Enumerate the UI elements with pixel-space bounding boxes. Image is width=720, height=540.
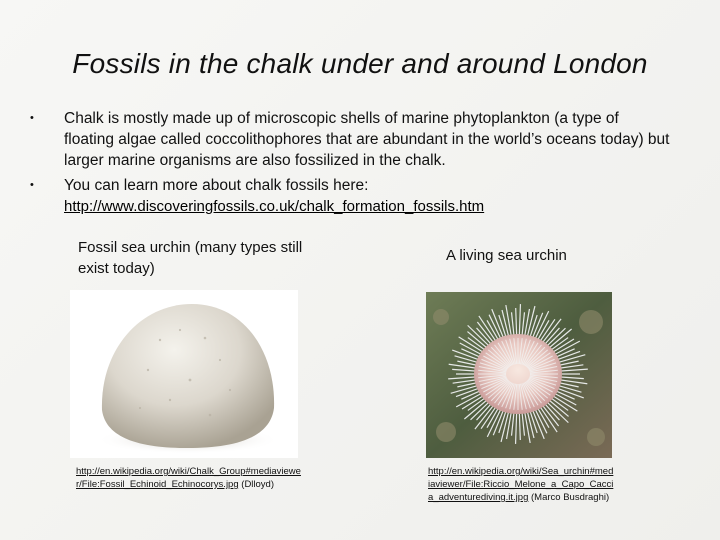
fossil-urchin-caption: Fossil sea urchin (many types still exist today) — [78, 239, 303, 277]
fossil-image-author: (Dlloyd) — [241, 479, 275, 490]
bullet-text: You can learn more about chalk fossils here: — [64, 177, 369, 194]
living-urchin-illustration — [426, 292, 612, 458]
living-urchin-image-credit — [428, 465, 614, 504]
fossil-image-source-link[interactable]: http://en.wikipedia.org/wiki/Chalk_Group#mediaviewer/File:Fossil_Echinoid_Echinocorys.jpg — [76, 466, 301, 490]
fossil-urchin-illustration — [70, 290, 298, 458]
slide-title: Fossils in the chalk under and around London — [72, 48, 648, 79]
bullet-content — [64, 175, 670, 217]
chalk-fossils-link[interactable]: http://www.discoveringfossils.co.uk/chalk_formation_fossils.htm — [64, 198, 485, 215]
bullet-text: Chalk is mostly made up of microscopic shells of marine phytoplankton (a type of floating algae called coccolithophores that are abundant in the world’s oceans today) but larger marine organisms are also fossilized in the chalk. — [64, 110, 670, 169]
living-urchin-author: (Marco Busdraghi) — [531, 492, 610, 503]
bullet-marker: • — [30, 112, 34, 124]
living-urchin-caption: A living sea urchin — [446, 247, 567, 264]
bullet-item — [30, 175, 670, 217]
fossil-image-credit — [76, 465, 304, 491]
bullet-marker: • — [30, 179, 34, 191]
bullet-item — [30, 108, 670, 171]
living-sea-urchin-image — [426, 292, 612, 458]
living-urchin-source-link[interactable]: http://en.wikipedia.org/wiki/Sea_urchin#mediaviewer/File:Riccio_Melone_a_Capo_Caccia_adventurediving.it.jpg — [428, 466, 614, 503]
bullet-list — [30, 108, 670, 221]
fossil-sea-urchin-image — [70, 290, 298, 458]
